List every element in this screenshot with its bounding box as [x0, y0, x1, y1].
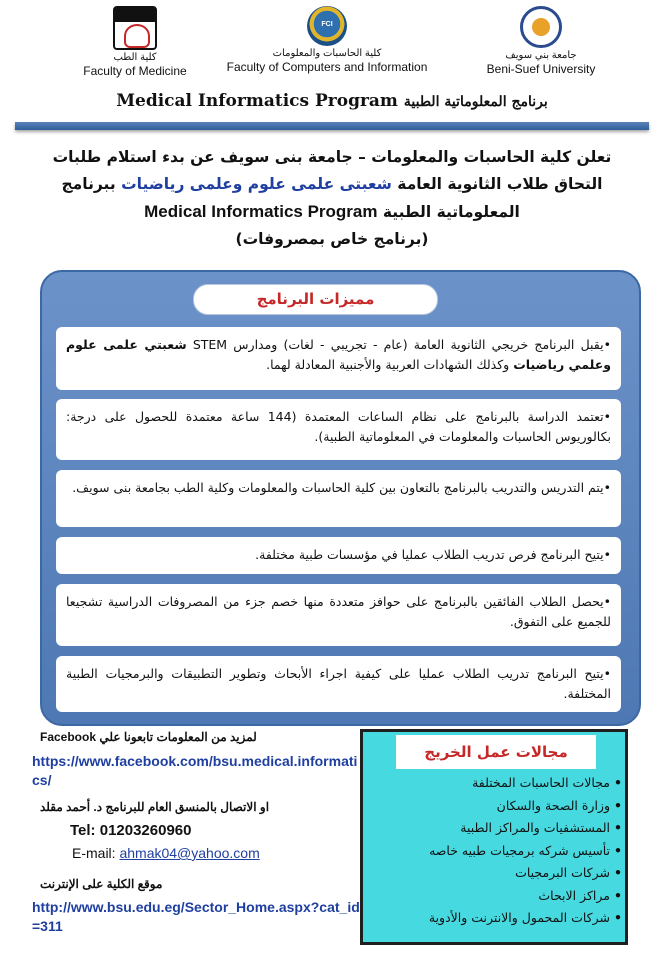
fci-emblem-icon	[307, 6, 347, 46]
medicine-emblem-icon	[113, 6, 157, 50]
email-label: E-mail:	[72, 845, 120, 861]
program-title-en: Medical Informatics Program	[116, 91, 398, 111]
beni-suef-university-logo	[478, 6, 604, 76]
feature-item	[56, 537, 621, 574]
career-item: • تأسيس شركه برمجيات طبيه خاصه	[372, 840, 622, 863]
career-item: • مراكز الابحاث	[372, 885, 622, 908]
feature-item	[56, 470, 621, 527]
feature-text: •يتم التدريس والتدريب بالبرنامج بالتعاون بين كلية الحاسبات والمعلومات وكلية الطب بجامعة بنى سويف.	[72, 480, 611, 495]
feature-item	[56, 399, 621, 460]
website-label: موقع الكلية على الإنترنت	[40, 877, 163, 891]
feature-text: •يقبل البرنامج خريجي الثانوية العامة (عام - تجريبي - لغات) ومدارس STEM	[186, 337, 611, 352]
program-title	[0, 91, 664, 111]
announcement-line-3	[20, 198, 644, 226]
feature-item	[56, 584, 621, 646]
fci-name-en: Faculty of Computers and Information	[226, 60, 428, 74]
career-item: • المستشفيات والمراكز الطبية	[372, 817, 622, 840]
announcement-divisions: شعبتى علمى علوم وعلمى رياضيات	[121, 175, 392, 193]
announcement-program-ar: المعلوماتية الطبية	[382, 203, 520, 221]
announcement-program-en: Medical Informatics Program	[144, 202, 378, 221]
medicine-name-ar: كلية الطب	[113, 52, 157, 63]
announcement-line-2	[20, 171, 644, 198]
phone-number: Tel: 01203260960	[70, 822, 192, 839]
career-item: • شركات البرمجيات	[372, 862, 622, 885]
fci-logo-text: FCI	[321, 21, 333, 28]
feature-text: •يحصل الطلاب الفائقين بالبرنامج على حوافز متعددة منها خصم جزء من المصروفات الدراسية تشجيعا للجميع على التفوق.	[66, 594, 611, 629]
feature-text-end: وكذلك الشهادات العربية والأجنبية المعادلة لهما.	[266, 357, 514, 372]
program-title-ar: برنامج المعلوماتية الطبية	[403, 94, 548, 110]
announcement-line-2-end: ببرنامج	[61, 175, 116, 193]
careers-list	[372, 772, 622, 930]
university-seal-icon	[520, 6, 562, 48]
career-item: • وزارة الصحة والسكان	[372, 795, 622, 818]
medicine-name-en: Faculty of Medicine	[83, 64, 187, 78]
feature-item	[56, 656, 621, 712]
features-title: مميزات البرنامج	[193, 284, 438, 315]
title-divider	[15, 122, 649, 130]
website-link[interactable]: http://www.bsu.edu.eg/Sector_Home.aspx?cat_id=311	[32, 899, 360, 934]
email-row	[72, 845, 260, 861]
bsu-name-en: Beni-Suef University	[486, 62, 596, 76]
announcement-line-1: تعلن كلية الحاسبات والمعلومات – جامعة بنى سويف عن بدء استلام طلبات	[52, 148, 612, 166]
more-info-label: لمزيد من المعلومات تابعونا علي Facebook	[40, 730, 257, 744]
facebook-link[interactable]: https://www.facebook.com/bsu.medical.informatics/	[32, 753, 358, 788]
announcement-line-4: (برنامج خاص بمصروفات)	[235, 230, 429, 248]
faculty-of-medicine-logo	[80, 6, 190, 78]
fci-name-ar: كلية الحاسبات والمعلومات	[272, 48, 382, 59]
announcement	[20, 144, 644, 253]
feature-text: •يتيح البرنامج فرص تدريب الطلاب عمليا في مؤسسات طبية مختلفة.	[255, 547, 611, 562]
faculty-of-computers-logo	[218, 6, 436, 74]
email-link[interactable]: ahmak04@yahoo.com	[119, 845, 260, 861]
bsu-name-ar: جامعة بني سويف	[505, 50, 577, 61]
careers-title: مجالات عمل الخريج	[396, 735, 596, 769]
announcement-line-2-start: التحاق طلاب الثانوية العامة	[397, 175, 603, 193]
coordinator-label: او الاتصال بالمنسق العام للبرنامج د. أحمد مقلد	[40, 800, 270, 814]
feature-text: •تعتمد الدراسة بالبرنامج على نظام الساعات المعتمدة (144 ساعة معتمدة للحصول على درجة: بكالوريوس الحاسبات والمعلومات في المعلوماتية الطبية).	[66, 409, 611, 444]
feature-highlight: شعبتي علمى علوم وعلمي رياضيات	[66, 337, 611, 372]
career-item: • مجالات الحاسبات المختلفة	[372, 772, 622, 795]
feature-text: •يتيح البرنامج تدريب الطلاب عمليا على كيفية اجراء الأبحاث وتطوير التطبيقات والبرمجيات الطبية المختلفة.	[66, 666, 611, 701]
feature-item	[56, 327, 621, 390]
career-item: • شركات المحمول والانترنت والأدوية	[372, 907, 622, 930]
